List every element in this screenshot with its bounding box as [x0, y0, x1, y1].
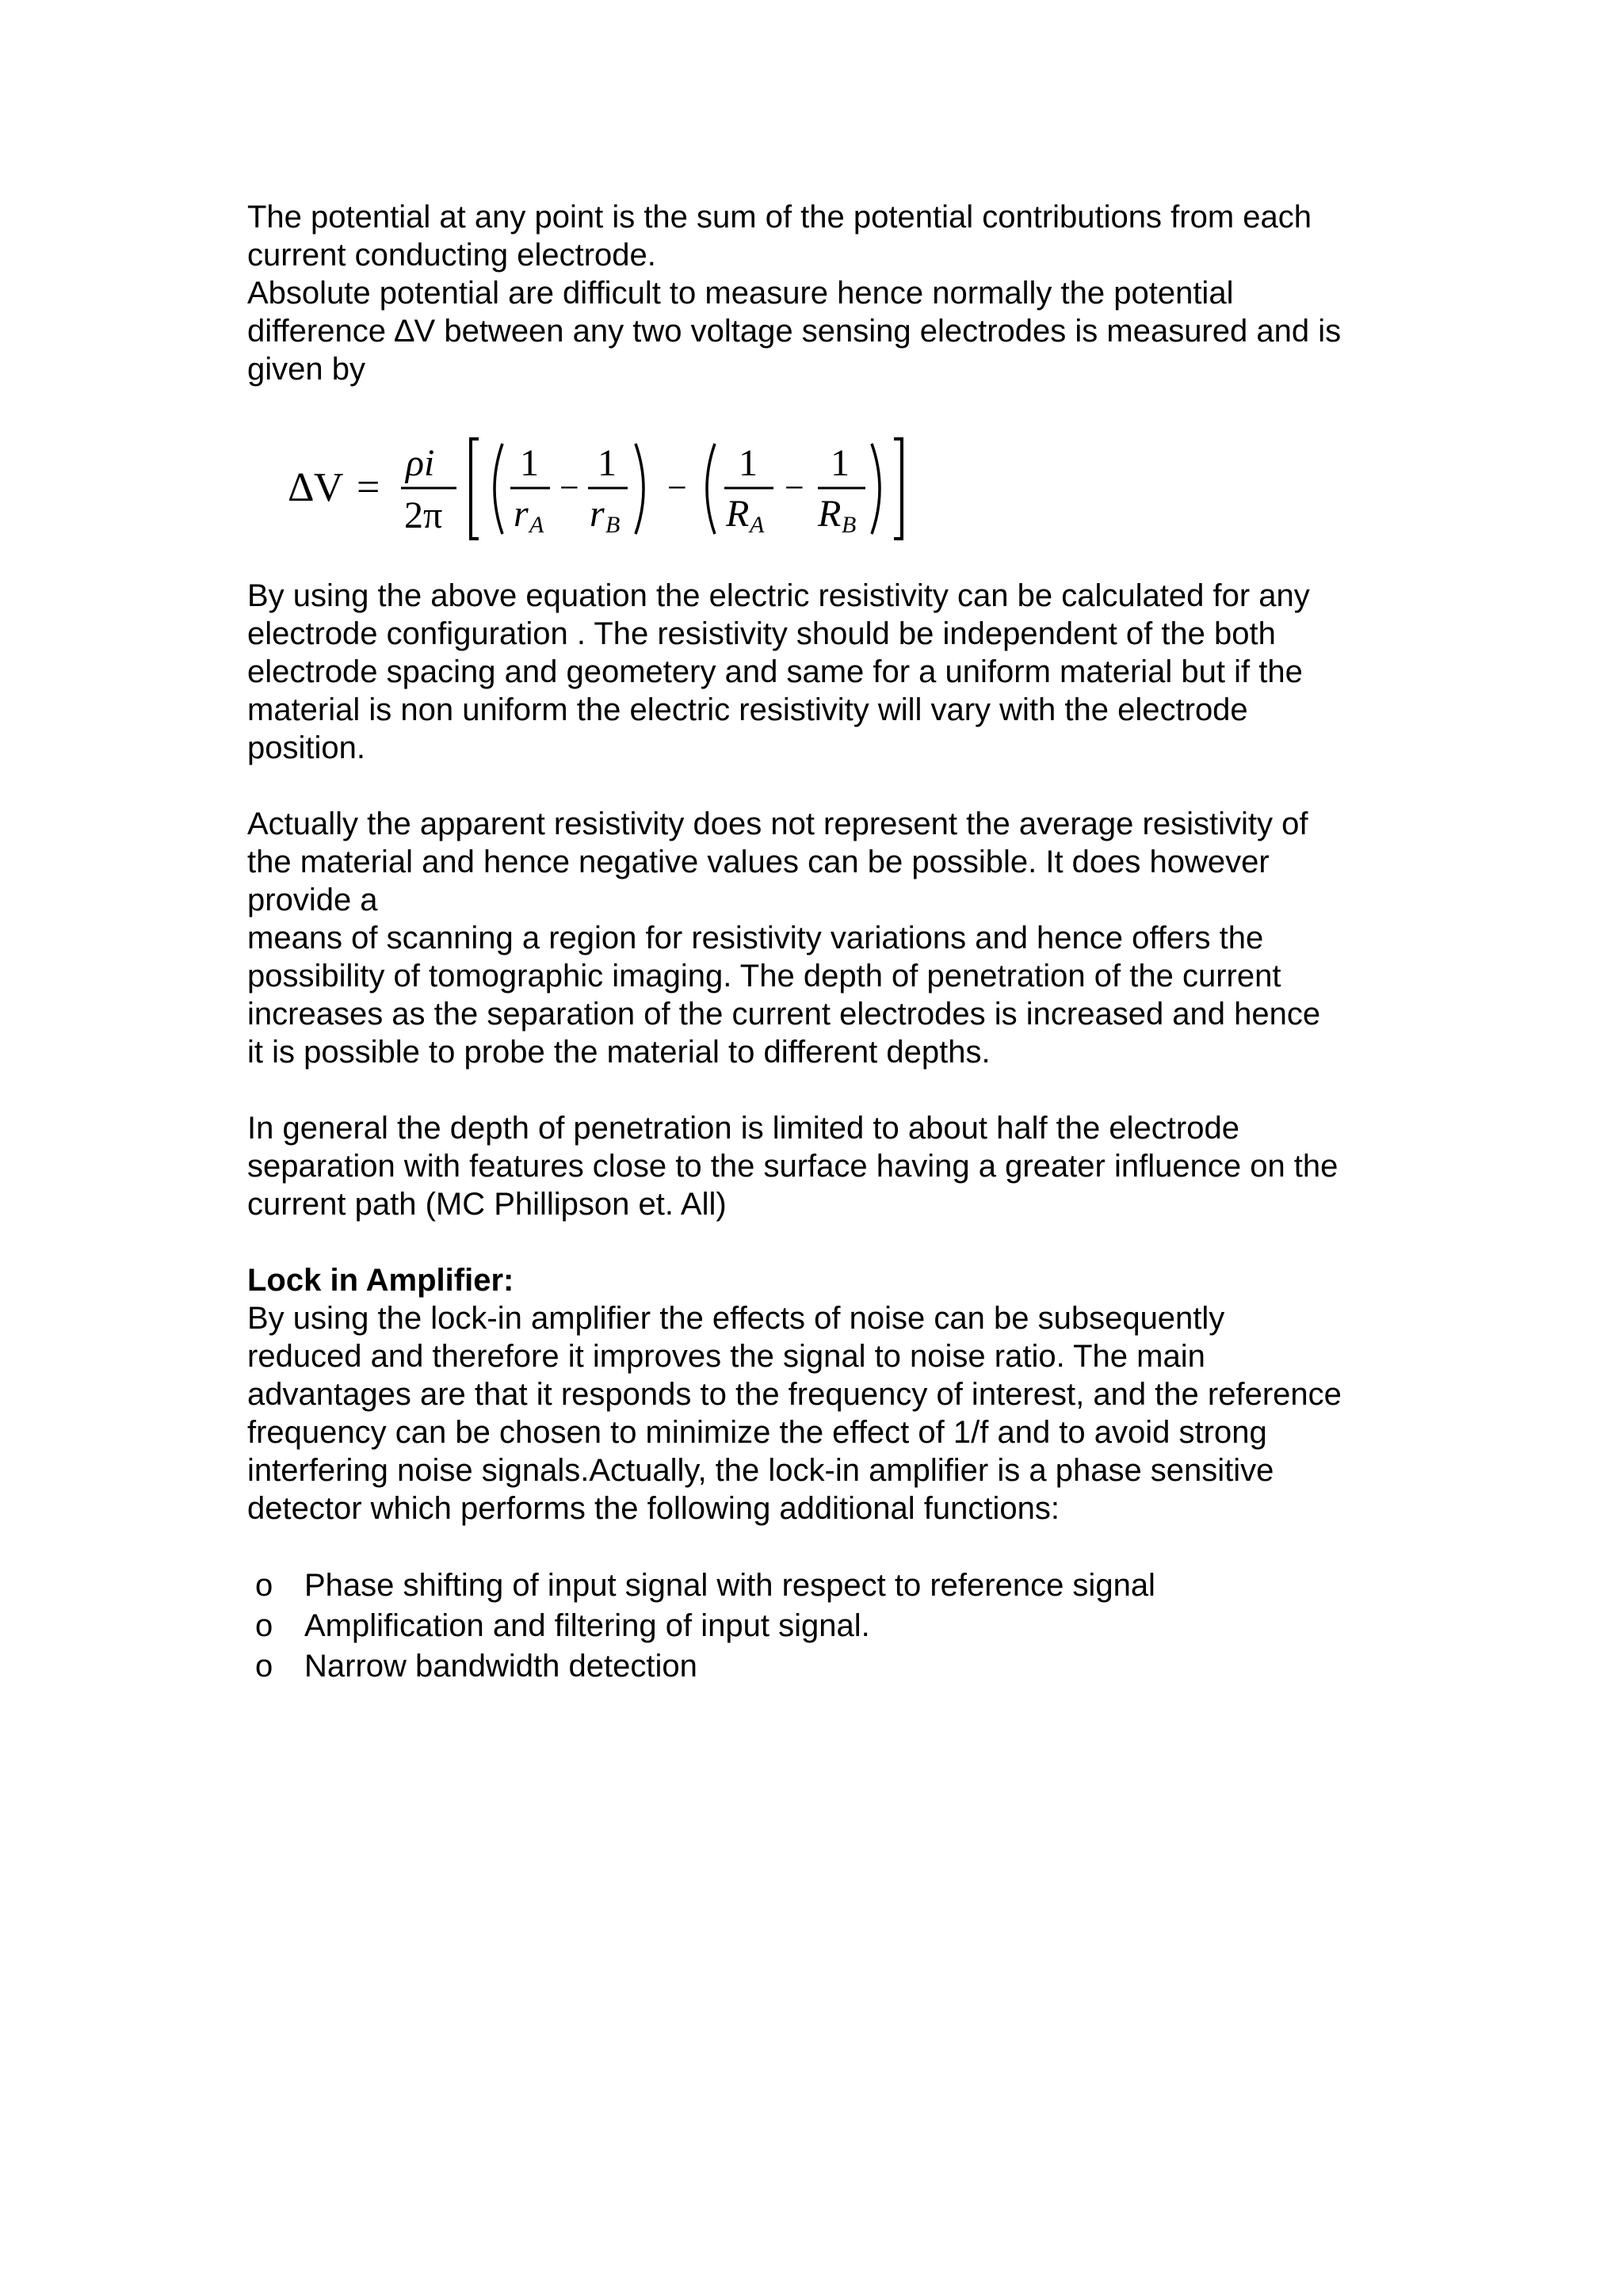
- minus-sign: −: [559, 468, 579, 507]
- text-line: By using the above equation the electric resistivity can be calculated for any: [247, 578, 1310, 613]
- paragraph-spacer: [247, 767, 1404, 805]
- section-heading: Lock in Amplifier:: [247, 1263, 514, 1298]
- list-item: [247, 1646, 1404, 1687]
- text-line: The potential at any point is the sum of the potential contributions from each: [247, 200, 1312, 235]
- text-line: difference ∆V between any two voltage sensing electrodes is measured and is: [247, 314, 1342, 349]
- text-line: it is possible to probe the material to different depths.: [247, 1035, 991, 1070]
- text-line: By using the lock-in amplifier the effects of noise can be subsequently: [247, 1301, 1225, 1336]
- paragraph-spacer: [247, 1071, 1404, 1109]
- text-line: interfering noise signals.Actually, the lock-in amplifier is a phase sensitive: [247, 1453, 1274, 1488]
- function-list: [247, 1566, 1404, 1687]
- text-line: In general the depth of penetration is limited to about half the electrode: [247, 1111, 1239, 1146]
- text-line: position.: [247, 730, 365, 765]
- text-line: Absolute potential are difficult to measure hence normally the potential: [247, 276, 1234, 311]
- text-line: separation with features close to the surface having a greater influence on the: [247, 1149, 1338, 1184]
- text-line: advantages are that it responds to the frequency of interest, and the reference: [247, 1377, 1342, 1412]
- numerator-one: 1: [739, 442, 758, 484]
- right-bracket: [894, 439, 902, 539]
- denominator-R: R: [818, 493, 842, 535]
- equation-lhs: ∆V: [288, 465, 344, 510]
- paragraph-resistivity: [247, 577, 1404, 767]
- list-item-text: Phase shifting of input signal with respect to reference signal: [304, 1568, 1155, 1603]
- paragraph-lock-in-amplifier: [247, 1299, 1404, 1527]
- subscript-a: A: [750, 512, 765, 538]
- text-line: electrode spacing and geometery and same for a uniform material but if the: [247, 654, 1303, 689]
- right-paren-1: [636, 444, 643, 534]
- text-line: provide a: [247, 883, 378, 917]
- bullet-marker: o: [255, 1608, 273, 1643]
- equation-equals: =: [357, 465, 380, 510]
- numerator-one: 1: [831, 442, 850, 484]
- paragraph-spacer: [247, 1527, 1404, 1566]
- potential-difference-equation: [288, 428, 1404, 555]
- text-line: means of scanning a region for resistivity variations and hence offers the: [247, 921, 1264, 955]
- numerator-one: 1: [598, 442, 617, 484]
- text-line: current path (MC Phillipson et. All): [247, 1187, 727, 1222]
- denominator-r: r: [514, 493, 529, 535]
- paragraph-spacer: [247, 1223, 1404, 1261]
- denominator-R: R: [726, 493, 750, 535]
- right-paren-2: [872, 444, 880, 534]
- text-line: reduced and therefore it improves the signal to noise ratio. The main: [247, 1339, 1205, 1374]
- bullet-marker: o: [255, 1568, 273, 1603]
- text-line: increases as the separation of the current electrodes is increased and hence: [247, 997, 1321, 1032]
- subscript-b: B: [842, 512, 857, 538]
- text-line: possibility of tomographic imaging. The depth of penetration of the current: [247, 959, 1281, 994]
- list-item-text: Narrow bandwidth detection: [304, 1649, 697, 1684]
- paragraph-absolute-potential: [247, 274, 1404, 388]
- minus-sign: −: [667, 468, 687, 507]
- text-line: current conducting electrode.: [247, 238, 656, 273]
- subscript-a: A: [529, 512, 544, 538]
- text-line: the material and hence negative values can be possible. It does however: [247, 845, 1270, 879]
- subscript-b: B: [605, 512, 621, 538]
- fraction-numerator: ρi: [406, 442, 435, 484]
- left-paren-2: [707, 444, 715, 534]
- paragraph-apparent-resistivity: [247, 805, 1404, 1071]
- text-line: given by: [247, 352, 365, 387]
- text-line: frequency can be chosen to minimize the effect of 1/f and to avoid strong: [247, 1415, 1267, 1450]
- text-line: detector which performs the following additional functions:: [247, 1491, 1060, 1526]
- left-paren-1: [495, 444, 502, 534]
- list-item: [247, 1606, 1404, 1646]
- fraction-denominator: 2π: [404, 494, 443, 536]
- minus-sign: −: [785, 468, 804, 507]
- paragraph-depth-penetration: [247, 1109, 1404, 1223]
- text-line: electrode configuration . The resistivity should be independent of the both: [247, 616, 1276, 651]
- numerator-one: 1: [520, 442, 539, 484]
- left-bracket: [471, 439, 479, 539]
- text-line: Actually the apparent resistivity does not represent the average resistivity of: [247, 807, 1308, 841]
- equation-graphic: [288, 428, 1002, 555]
- document-page: [247, 198, 1404, 1687]
- denominator-r: r: [590, 493, 605, 535]
- text-line: material is non uniform the electric resistivity will vary with the electrode: [247, 692, 1248, 727]
- list-item-text: Amplification and filtering of input signal.: [304, 1608, 870, 1643]
- paragraph-potential-sum: [247, 198, 1404, 274]
- list-item: [247, 1566, 1404, 1606]
- bullet-marker: o: [255, 1649, 273, 1684]
